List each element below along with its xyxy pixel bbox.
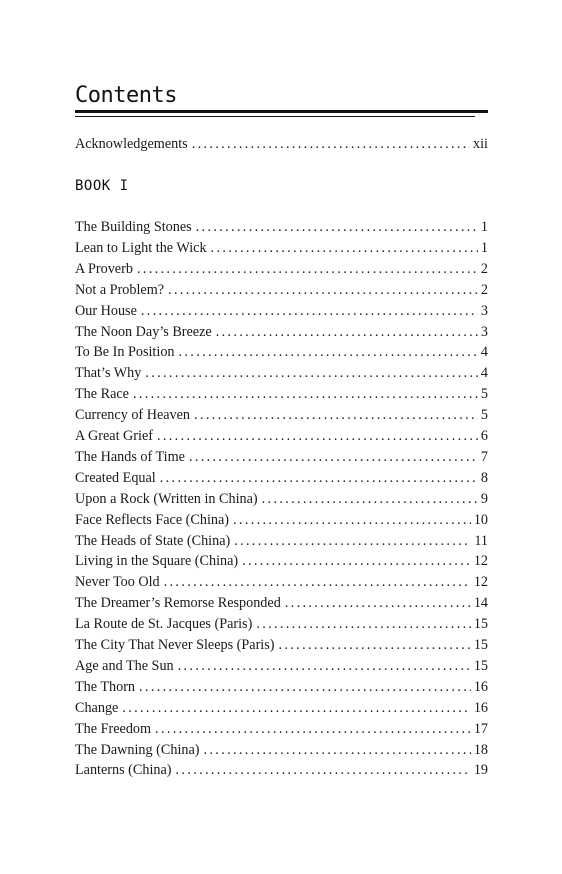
toc-entry-label: Never Too Old — [75, 574, 160, 591]
dot-leader — [155, 719, 471, 740]
toc-entry-page: 5 — [480, 386, 488, 403]
title-rule-thick — [75, 110, 488, 113]
dot-leader — [279, 635, 471, 656]
toc-entry-page: xii — [473, 136, 488, 152]
toc-entry-label: Lanterns (China) — [75, 762, 172, 779]
toc-entry-label: Acknowledgements — [75, 136, 188, 152]
toc-entry — [75, 405, 488, 426]
dot-leader — [211, 238, 478, 259]
dot-leader — [137, 259, 478, 280]
toc-entry-page: 3 — [480, 323, 488, 340]
toc-entry-page: 5 — [480, 407, 488, 424]
dot-leader — [179, 342, 478, 363]
toc-entry — [75, 593, 488, 614]
toc-entry-page: 15 — [473, 616, 488, 633]
dot-leader — [122, 698, 470, 719]
toc-entry — [75, 677, 488, 698]
toc-entry-label: That’s Why — [75, 365, 142, 382]
dot-leader — [233, 510, 471, 531]
toc-entry — [75, 740, 488, 761]
toc-entry — [75, 468, 488, 489]
toc-entry-page: 11 — [474, 532, 488, 549]
toc-entry-page: 12 — [473, 574, 488, 591]
toc-entry-label: Face Reflects Face (China) — [75, 511, 230, 528]
toc-entry — [75, 614, 488, 635]
toc-entry-label: The Dreamer’s Remorse Responded — [75, 595, 281, 612]
toc-entry-label: Created Equal — [75, 469, 156, 486]
toc-entry-label: The Noon Day’s Breeze — [75, 323, 212, 340]
toc-entry-page: 8 — [480, 469, 488, 486]
toc-entry — [75, 760, 488, 781]
toc-entry-label: The Building Stones — [75, 219, 192, 235]
toc-entry — [75, 531, 488, 552]
toc-entry-label: The Freedom — [75, 720, 152, 737]
dot-leader — [204, 740, 471, 761]
toc-entry-page: 9 — [480, 490, 488, 507]
dot-leader — [139, 677, 471, 698]
dot-leader — [192, 134, 470, 155]
toc-entry-label: Change — [75, 699, 119, 716]
dot-leader — [256, 614, 471, 635]
toc-entry-label: La Route de St. Jacques (Paris) — [75, 616, 253, 633]
toc-entry-label: To Be In Position — [75, 344, 175, 361]
dot-leader — [160, 468, 478, 489]
toc-entry — [75, 635, 488, 656]
toc-entry-page: 2 — [480, 260, 488, 277]
toc-entry — [75, 426, 488, 447]
dot-leader — [262, 489, 478, 510]
dot-leader — [164, 572, 471, 593]
toc-entry-acknowledgements — [75, 134, 488, 155]
toc-entry-page: 4 — [480, 365, 488, 382]
toc-entry-label: The Hands of Time — [75, 448, 185, 465]
page-title: Contents — [75, 83, 177, 108]
toc-entry-label: A Great Grief — [75, 428, 153, 444]
toc-entry-label: Living in the Square (China) — [75, 553, 239, 570]
toc-entry-page: 19 — [473, 762, 488, 779]
dot-leader — [133, 384, 478, 405]
toc-entry-label: Currency of Heaven — [75, 407, 191, 424]
toc-entry-label: Lean to Light the Wick — [75, 239, 207, 256]
toc-entry-page: 16 — [473, 699, 488, 716]
toc-entry-label: The City That Never Sleeps (Paris) — [75, 637, 275, 653]
toc-entry-page: 2 — [480, 281, 488, 298]
toc-entry — [75, 551, 488, 572]
dot-leader — [285, 593, 471, 614]
toc-entry-page: 18 — [473, 741, 488, 758]
toc-entry-page: 12 — [473, 553, 488, 570]
toc-entry-label: The Dawning (China) — [75, 741, 200, 758]
toc-entry — [75, 342, 488, 363]
toc-entry — [75, 572, 488, 593]
section-heading: BOOK I — [75, 178, 129, 194]
toc-entry — [75, 719, 488, 740]
dot-leader — [145, 363, 478, 384]
dot-leader — [196, 217, 478, 238]
dot-leader — [157, 426, 478, 447]
toc-entry — [75, 447, 488, 468]
toc-entry-label: A Proverb — [75, 260, 133, 277]
toc-entry-page: 15 — [473, 637, 488, 653]
toc-entry-label: Age and The Sun — [75, 657, 174, 674]
dot-leader — [178, 656, 471, 677]
toc-entry-label: Upon a Rock (Written in China) — [75, 490, 258, 507]
toc-entry-page: 15 — [473, 657, 488, 674]
toc-entry-page: 14 — [473, 595, 488, 612]
dot-leader — [242, 551, 471, 572]
toc-entry-label: The Race — [75, 386, 129, 403]
title-rule-thin — [75, 116, 475, 117]
toc-entry-label: The Thorn — [75, 678, 136, 695]
toc-entry-page: 6 — [480, 428, 488, 444]
dot-leader — [176, 760, 471, 781]
toc-entry-label: The Heads of State (China) — [75, 532, 231, 549]
toc-entry-page: 17 — [473, 720, 488, 737]
toc-entry-page: 16 — [473, 678, 488, 695]
toc-entry-page: 10 — [473, 511, 488, 528]
toc-entry-page: 7 — [480, 448, 488, 465]
dot-leader — [168, 280, 478, 301]
toc-entry — [75, 698, 488, 719]
dot-leader — [234, 531, 471, 552]
toc-entry — [75, 217, 488, 238]
toc-entry-page: 4 — [480, 344, 488, 361]
toc-entry — [75, 322, 488, 343]
toc-entry — [75, 489, 488, 510]
toc-entry — [75, 656, 488, 677]
toc-entry-page: 1 — [480, 219, 488, 235]
toc-entry-label: Our House — [75, 302, 137, 319]
toc-entry — [75, 301, 488, 322]
toc-entry — [75, 363, 488, 384]
dot-leader — [194, 405, 478, 426]
toc-entry — [75, 384, 488, 405]
toc-entry-page: 3 — [480, 302, 488, 319]
toc-entry-label: Not a Problem? — [75, 281, 165, 298]
dot-leader — [216, 322, 478, 343]
toc-entry — [75, 510, 488, 531]
toc-entry — [75, 259, 488, 280]
dot-leader — [189, 447, 478, 468]
dot-leader — [141, 301, 478, 322]
toc-entry — [75, 238, 488, 259]
toc-entry — [75, 280, 488, 301]
toc-entry-page: 1 — [480, 239, 488, 256]
